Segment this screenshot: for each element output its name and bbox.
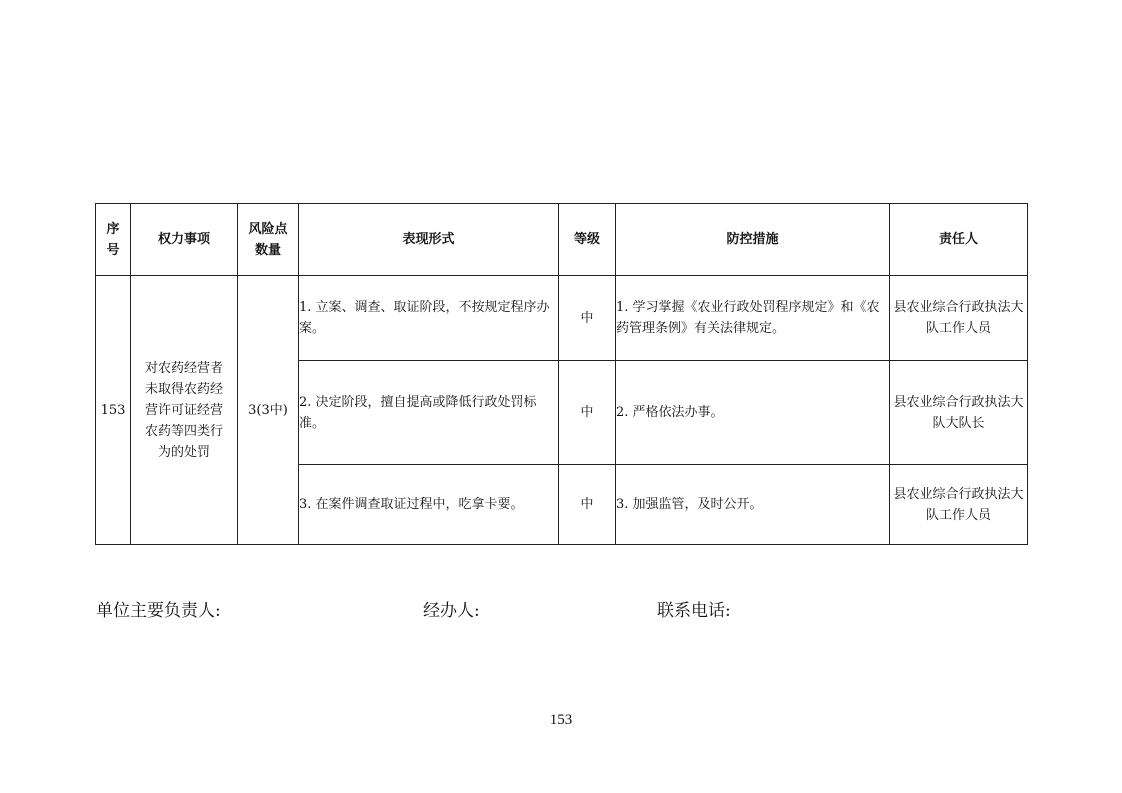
cell-seq: 153 <box>96 276 131 545</box>
cell-level: 中 <box>559 276 616 361</box>
cell-manifestation: 2. 决定阶段，擅自提高或降低行政处罚标准。 <box>299 361 559 465</box>
cell-level: 中 <box>559 361 616 465</box>
cell-measures: 1. 学习掌握《农业行政处罚程序规定》和《农药管理条例》有关法律规定。 <box>616 276 890 361</box>
cell-measures: 2. 严格依法办事。 <box>616 361 890 465</box>
cell-manifestation: 3. 在案件调查取证过程中，吃拿卡要。 <box>299 465 559 545</box>
header-responsible: 责任人 <box>890 204 1028 276</box>
cell-responsible: 县农业综合行政执法大队工作人员 <box>890 465 1028 545</box>
unit-head-label: 单位主要负责人: <box>96 601 221 621</box>
risk-control-table <box>95 203 1028 545</box>
header-manifestation: 表现形式 <box>299 204 559 276</box>
table-row <box>96 276 1028 361</box>
cell-measures: 3. 加强监管，及时公开。 <box>616 465 890 545</box>
table-header-row <box>96 204 1028 276</box>
page-number: 153 <box>549 712 573 728</box>
cell-manifestation: 1. 立案、调查、取证阶段，不按规定程序办案。 <box>299 276 559 361</box>
cell-risk-count: 3(3中) <box>238 276 299 545</box>
header-power-item: 权力事项 <box>131 204 238 276</box>
header-seq: 序号 <box>96 204 131 276</box>
header-risk-count: 风险点数量 <box>238 204 299 276</box>
handler-label: 经办人: <box>423 601 480 621</box>
phone-label: 联系电话: <box>657 601 731 621</box>
cell-power-item: 对农药经营者未取得农药经营许可证经营农药等四类行为的处罚 <box>131 276 238 545</box>
cell-responsible: 县农业综合行政执法大队工作人员 <box>890 276 1028 361</box>
cell-responsible: 县农业综合行政执法大队大队长 <box>890 361 1028 465</box>
header-measures: 防控措施 <box>616 204 890 276</box>
header-level: 等级 <box>559 204 616 276</box>
cell-level: 中 <box>559 465 616 545</box>
